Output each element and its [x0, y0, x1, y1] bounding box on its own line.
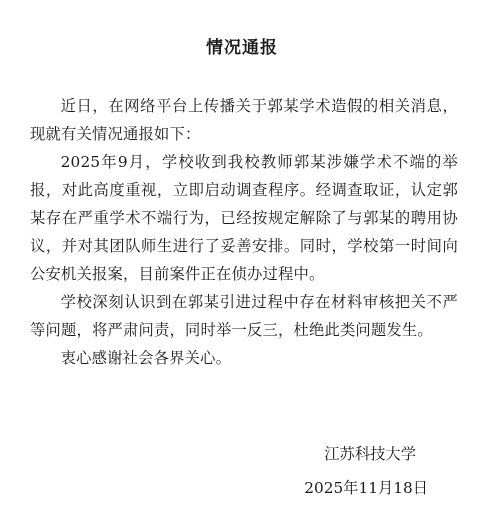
- paragraph-accountability: 学校深刻认识到在郭某引进过程中存在材料审核把关不严等问题，将严肃问责，同时举一反三，杜绝此类问题发生。: [30, 293, 458, 339]
- notice-body: [30, 92, 458, 372]
- paragraph-investigation: 2025年9月，学校收到我校教师郭某涉嫌学术不端的举报，对此高度重视，立即启动调查程序。经调查取证，认定郭某存在严重学术不端行为，已经按规定解除了与郭某的聘用协议，并对其团队师生进行了妥善安排。同时，学校第一时间向公安机关报案，目前案件正在侦办过程中。: [30, 153, 458, 283]
- signature-date: 2025年11月18日: [304, 479, 428, 497]
- paragraph-thanks: 衷心感谢社会各界关心。: [60, 349, 232, 367]
- signature-block: [304, 440, 428, 502]
- signature-organization: 江苏科技大学: [324, 445, 417, 463]
- paragraph-intro: 近日，在网络平台上传播关于郭某学术造假的相关消息，现就有关情况通报如下：: [30, 97, 458, 143]
- notice-title: 情况通报: [206, 38, 278, 58]
